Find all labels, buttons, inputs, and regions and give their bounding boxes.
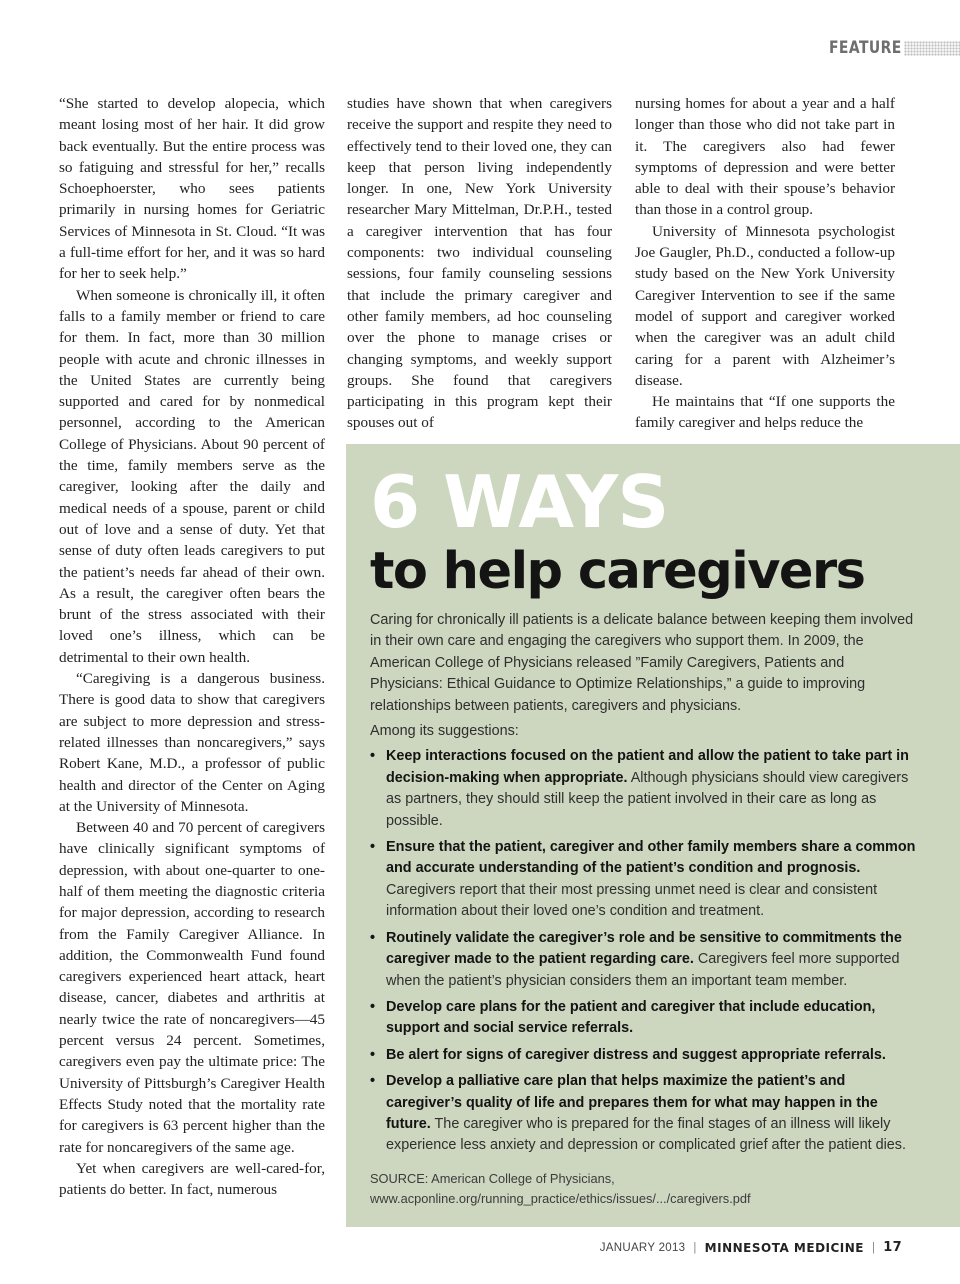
bullet-icon: •: [370, 1046, 376, 1063]
article-column-3: [635, 93, 895, 434]
paragraph: studies have shown that when caregivers receive the support and respite they need to effectively tend to their loved one, they can keep that person living independently longer. In one, New York University researcher Mary Mittelman, Dr.P.H., tested a caregiver intervention that has four components: two individual counseling sessions, four family counseling sessions that include the primary caregiver and other family members, ad hoc counseling over the phone to manage crises or changing symptoms, and weekly support groups. She found that caregivers participating in this program kept their spouses out of: [347, 95, 612, 432]
tip-bold: Keep interactions focused on the patient and allow the patient to take part in decision-making when appropriate.: [386, 748, 909, 786]
bullet-icon: •: [370, 998, 376, 1015]
bullet-icon: •: [370, 1073, 376, 1090]
sidebar-title-sub: to help caregivers: [370, 542, 865, 601]
paragraph: When someone is chronically ill, it often falls to a family member or friend to care for them. In fact, more than 30 million people with acute and chronic illnesses in the United States are currently being supported and cared for by nonmedical personnel, according to the American College of Physicians. About 90 percent of the time, family members serve as the caregiver, looking after the daily and medical needs of a spouse, parent or child out of love and a sense of duty. Yet that sense of duty often leads caregivers to put the patient’s needs far ahead of their own. As a result, the caregiver often bears the brunt of the stress associated with their loved one’s illness, which can be detrimental to their own health.: [59, 286, 325, 666]
paragraph: “She started to develop alopecia, which meant losing most of her hair. It did grow back eventually. But the entire process was so fatiguing and stressful for her,” recalls Schoephoerster, who sees patients primarily in nursing homes for Geriatric Services of Minnesota in St. Cloud. “It was a full-time effort for her, and it was so hard for her to seek help.”: [59, 95, 325, 283]
sidebar-box: [346, 444, 960, 1227]
page-footer: [600, 1240, 902, 1255]
tip-bold: Routinely validate the caregiver’s role and be sensitive to commitments the caregiver made to the patient regarding care.: [386, 929, 902, 968]
tip-bold: Develop a palliative care plan that helps maximize the patient’s and caregiver’s quality of life and prepares them for what may happen in the future.: [386, 1073, 878, 1132]
section-dots-decoration: [904, 41, 960, 56]
footer-date: JANUARY 2013: [599, 1241, 686, 1254]
footer-separator: |: [872, 1241, 876, 1254]
bullet-icon: •: [370, 839, 376, 856]
paragraph: University of Minnesota psychologist Joe Gaugler, Ph.D., conducted a follow-up study based on the New York University Caregiver Intervention to see if the same model of support and caregiver worked when the caregiver was an adult child caring for a parent with Alzheimer’s disease.: [635, 222, 895, 389]
article-column-1: [59, 93, 325, 1200]
page-number: 17: [883, 1240, 902, 1255]
tip-item: [370, 837, 920, 923]
paragraph: He maintains that “If one supports the family caregiver and helps reduce the: [635, 393, 895, 432]
section-label: FEATURE: [829, 38, 902, 58]
paragraph: nursing homes for about a year and a half longer than those who did not take part in it. The caregivers also had fewer symptoms of depression and were better able to deal with their spouse’s behavior than those in a control group.: [635, 95, 895, 219]
tip-bold: Ensure that the patient, caregiver and other family members share a common and accurate understanding of the patient’s condition and prognosis.: [386, 839, 916, 877]
footer-magazine: MINNESOTA MEDICINE: [704, 1240, 864, 1255]
sidebar-among: Among its suggestions:: [370, 723, 519, 740]
paragraph: Yet when caregivers are well-cared-for, patients do better. In fact, numerous: [59, 1159, 325, 1199]
tips-list: [370, 746, 920, 1156]
tip-text: Caregivers feel more supported when the patient’s physician considers them an important team member.: [386, 951, 900, 989]
tip-bold: Develop care plans for the patient and caregiver that include education, support and social service referrals.: [386, 998, 876, 1037]
paragraph: Between 40 and 70 percent of caregivers have clinically significant symptoms of depression, with about one-quarter to one-half of them meeting the diagnostic criteria for major depression, according to research from the Family Caregiver Alliance. In addition, the Commonwealth Fund found caregivers experienced heart attack, heart disease, cancer, diabetes and arthritis at nearly twice the rate of noncaregivers—45 percent versus 24 percent. Sometimes, caregivers even pay the ultimate price: The University of Pittsburgh’s Caregiver Health Effects Study noted that the mortality rate for caregivers is 63 percent higher than the rate for noncaregivers of the same age.: [59, 819, 325, 1156]
tip-text: The caregiver who is prepared for the final stages of an illness will likely experience less anxiety and depression or complicated grief after the patient dies.: [386, 1115, 906, 1154]
tip-bold: Be alert for signs of caregiver distress and suggest appropriate referrals.: [386, 1046, 886, 1063]
bullet-icon: •: [370, 929, 376, 946]
paragraph: “Caregiving is a dangerous business. There is good data to show that caregivers are subject to more depression and stress-related illnesses than noncaregivers,” says Robert Kane, M.D., a professor of public health and director of the Center on Aging at the University of Minnesota.: [59, 670, 325, 815]
article-column-2: [347, 93, 612, 434]
sidebar-source: SOURCE: American College of Physicians, www.acponline.org/running_practice/ethics/issues/.../caregivers.pdf: [370, 1170, 751, 1206]
footer-separator: |: [693, 1241, 697, 1254]
tip-text: Caregivers report that their most pressing unmet need is clear and consistent information about their loved one’s condition and treatment.: [386, 881, 878, 920]
tip-text: Although physicians should view caregivers as partners, they should still keep the patient involved in their care as long as possible.: [386, 769, 909, 829]
sidebar-intro: Caring for chronically ill patients is a delicate balance between keeping them involved in their own care and engaging the caregivers who support them. In 2009, the American College of Physicians released ”Family Caregivers, Patients and Physicians: Ethical Guidance to Optimize Relationships,” a guide to improving relationships between patients, caregivers and physicians.: [370, 612, 914, 714]
bullet-icon: •: [370, 748, 376, 765]
tip-item: [370, 997, 920, 1040]
tip-item: [370, 1045, 920, 1066]
tip-item: [370, 746, 920, 832]
sidebar-title-big: 6 WAYS: [370, 460, 669, 544]
tip-item: [370, 1071, 920, 1157]
tip-item: [370, 928, 920, 992]
